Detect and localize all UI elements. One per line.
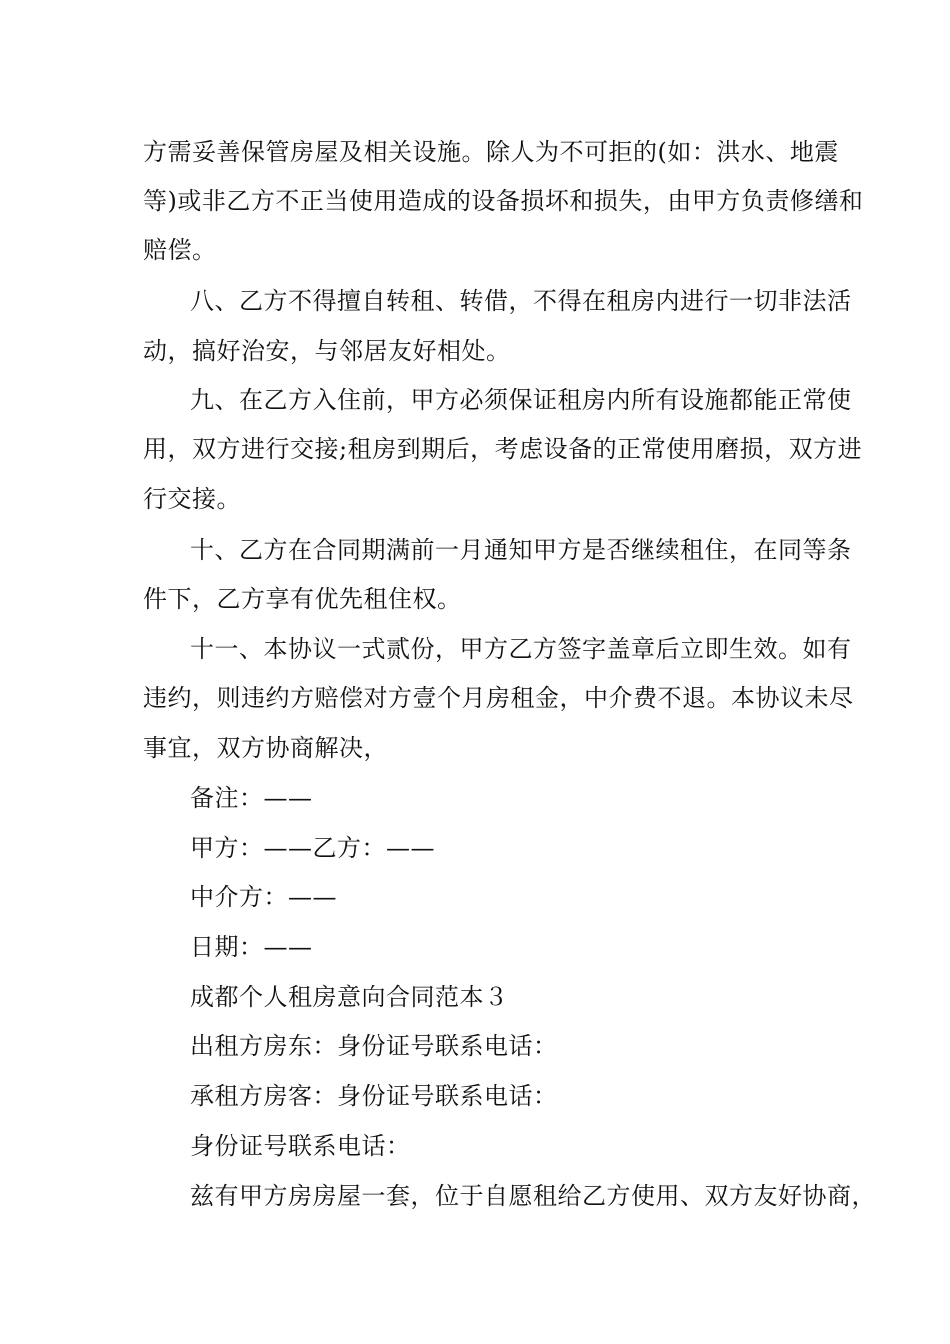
clause-11-line-1: 十一、本协议一式贰份，甲方乙方签字盖章后立即生效。如有 [190,635,852,663]
clause-11-line-2: 违约，则违约方赔偿对方壹个月房租金，中介费不退。本协议未尽 [143,684,854,712]
paragraph-7-line-3: 等)或非乙方不正当使用造成的设备损坏和损失，由甲方负责修缮和 [143,187,864,215]
id-phone-line: 身份证号联系电话： [190,1132,411,1160]
clause-8-line-1: 八、乙方不得擅自转租、转借，不得在租房内进行一切非法活 [190,287,852,315]
clause-9-line-1: 九、在乙方入住前，甲方必须保证租房内所有设施都能正常使 [190,386,852,414]
section-title: 成都个人租房意向合同范本３ [190,983,509,1011]
clause-11-line-3: 事宜，双方协商解决， [143,734,388,762]
clause-10-line-1: 十、乙方在合同期满前一月通知甲方是否继续租住，在同等条 [190,536,852,564]
parties-signature-line: 甲方：——乙方：—— [190,834,435,862]
lessor-info-line: 出租方房东：身份证号联系电话： [190,1032,558,1060]
paragraph-7-line-2: 方需妥善保管房屋及相关设施。除人为不可拒的(如：洪水、地震 [143,138,839,166]
clause-9-line-2: 用，双方进行交接;租房到期后，考虑设备的正常使用磨损，双方进 [143,435,863,463]
clause-10-line-2: 件下，乙方享有优先租住权。 [143,585,462,613]
remarks-line: 备注：—— [190,784,313,812]
clause-8-line-2: 动，搞好治安，与邻居友好相处。 [143,337,511,365]
agreement-intro-line: 兹有甲方房房屋一套，位于自愿租给乙方使用、双方友好协商， [190,1182,876,1210]
date-line: 日期：—— [190,933,313,961]
lessee-info-line: 承租方房客：身份证号联系电话： [190,1082,558,1110]
paragraph-7-line-4: 赔偿。 [143,236,217,264]
agent-signature-line: 中介方：—— [190,883,337,911]
clause-9-line-3: 行交接。 [143,485,241,513]
